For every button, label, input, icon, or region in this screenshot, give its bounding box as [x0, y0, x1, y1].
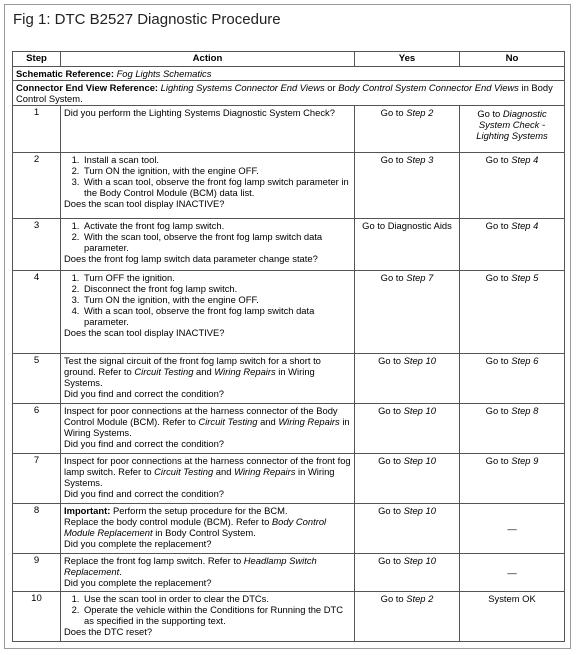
- reference-link: Circuit Testing: [134, 366, 194, 377]
- table-row: [13, 354, 565, 404]
- action-cell: [61, 404, 355, 454]
- reference-link: Headlamp Switch Replacement: [64, 555, 317, 577]
- table-row: [13, 504, 565, 554]
- yes-cell: [355, 354, 460, 404]
- instruction-item: 1. Turn OFF the ignition.: [82, 272, 351, 283]
- instruction-text: Test the signal circuit of the front fog lamp switch for a short to ground. Refer to: [64, 355, 321, 377]
- no-text: Go to: [485, 455, 512, 466]
- instruction-item: 4. With a scan tool, observe the front fog lamp switch data parameter.: [82, 305, 351, 327]
- yes-step-ref: Step 10: [403, 555, 436, 566]
- step-number: 10: [13, 592, 61, 642]
- instruction-text: and: [257, 416, 279, 427]
- reference-link: Wiring Repairs: [278, 416, 340, 427]
- action-cell: [61, 106, 355, 153]
- yes-cell: [355, 504, 460, 554]
- step-question: Does the scan tool display INACTIVE?: [64, 327, 225, 338]
- connector-reference-value-2: Body Control System Connector End Views: [338, 82, 519, 93]
- no-text: System OK: [488, 593, 536, 604]
- step-number: 6: [13, 404, 61, 454]
- no-cell: [460, 504, 565, 554]
- no-cell: [460, 271, 565, 354]
- no-cell: [460, 354, 565, 404]
- instruction-text: Inspect for poor connections at the harness connector of the front fog lamp switch. Refer to: [64, 455, 351, 477]
- schematic-reference-value: Fog Lights Schematics: [116, 68, 212, 79]
- yes-text: Go to: [378, 455, 404, 466]
- reference-link: Body Control Module Replacement: [64, 516, 327, 538]
- no-text: Go to: [485, 272, 512, 283]
- header-yes: Yes: [355, 52, 460, 67]
- step-number: 7: [13, 454, 61, 504]
- instruction-item: 1. Use the scan tool in order to clear the DTCs.: [82, 593, 351, 604]
- no-text: Go to: [485, 154, 512, 165]
- no-cell: [460, 592, 565, 642]
- instruction-text: Replace the front fog lamp switch. Refer to: [64, 555, 244, 566]
- table-row: [13, 219, 565, 271]
- yes-text: Go to: [380, 272, 407, 283]
- no-step-ref: Step 8: [511, 405, 539, 416]
- no-text: Go to: [477, 108, 503, 119]
- table-row: [13, 404, 565, 454]
- yes-step-ref: Step 3: [406, 154, 434, 165]
- no-cell: [460, 153, 565, 219]
- yes-cell: [355, 554, 460, 592]
- yes-cell: [355, 153, 460, 219]
- header-row: [13, 52, 565, 67]
- action-cell: [61, 592, 355, 642]
- step-number: 8: [13, 504, 61, 554]
- yes-text: Go to: [378, 505, 404, 516]
- figure-title: Fig 1: DTC B2527 Diagnostic Procedure: [13, 11, 281, 28]
- no-step-ref: Diagnostic System Check - Lighting Systems: [476, 108, 548, 141]
- yes-text: Go to Diagnostic Aids: [362, 220, 452, 231]
- no-text: —: [507, 523, 517, 534]
- action-cell: [61, 219, 355, 271]
- yes-step-ref: Step 10: [403, 405, 436, 416]
- no-step-ref: Step 4: [511, 154, 539, 165]
- instruction-text: in Wiring Systems.: [64, 466, 335, 488]
- instruction-item: 2. Disconnect the front fog lamp switch.: [82, 283, 351, 294]
- header-step: Step: [13, 52, 61, 67]
- no-text: Go to: [485, 220, 512, 231]
- reference-link: Circuit Testing: [198, 416, 258, 427]
- reference-link: Circuit Testing: [154, 466, 214, 477]
- no-step-ref: Step 6: [511, 355, 539, 366]
- instruction-text: Inspect for poor connections at the harness connector of the Body Control Module (BCM). Refer to: [64, 405, 338, 427]
- yes-step-ref: Step 2: [406, 593, 434, 604]
- yes-cell: [355, 592, 460, 642]
- no-step-ref: Step 4: [511, 220, 539, 231]
- header-no: No: [460, 52, 565, 67]
- no-text: Go to: [485, 405, 512, 416]
- connector-reference-or: or: [327, 82, 336, 93]
- table-row: [13, 592, 565, 642]
- step-question: Did you complete the replacement?: [64, 577, 212, 588]
- no-text: —: [507, 567, 517, 578]
- no-step-ref: Step 5: [511, 272, 539, 283]
- action-cell: [61, 153, 355, 219]
- reference-link: Wiring Repairs: [234, 466, 296, 477]
- instruction-item: 2. With the scan tool, observe the front fog lamp switch data parameter.: [82, 231, 351, 253]
- connector-reference-label: Connector End View Reference:: [16, 82, 159, 93]
- action-cell: [61, 454, 355, 504]
- yes-cell: [355, 219, 460, 271]
- yes-cell: [355, 404, 460, 454]
- no-cell: [460, 454, 565, 504]
- step-number: 1: [13, 106, 61, 153]
- no-cell: [460, 106, 565, 153]
- action-cell: [61, 271, 355, 354]
- no-text: Go to: [485, 355, 512, 366]
- step-instructions: [64, 593, 351, 626]
- step-question: Did you complete the replacement?: [64, 538, 212, 549]
- yes-cell: [355, 454, 460, 504]
- instruction-item: 1. Activate the front fog lamp switch.: [82, 220, 351, 231]
- diagnostic-table: [12, 51, 565, 642]
- header-action: Action: [61, 52, 355, 67]
- yes-text: Go to: [378, 355, 404, 366]
- connector-reference-value-1: Lighting Systems Connector End Views: [160, 82, 325, 93]
- step-instructions: [64, 272, 351, 327]
- instruction-text: .: [119, 566, 122, 577]
- step-question: Did you find and correct the condition?: [64, 488, 224, 499]
- no-step-ref: Step 9: [511, 455, 539, 466]
- instruction-item: 1. Install a scan tool.: [82, 154, 351, 165]
- table-row: [13, 454, 565, 504]
- step-number: 5: [13, 354, 61, 404]
- no-cell: [460, 219, 565, 271]
- yes-step-ref: Step 7: [406, 272, 434, 283]
- step-question: Does the front fog lamp switch data parameter change state?: [64, 253, 318, 264]
- yes-step-ref: Step 10: [403, 355, 436, 366]
- table-row: [13, 153, 565, 219]
- step-number: 3: [13, 219, 61, 271]
- important-label: Important:: [64, 505, 111, 516]
- yes-step-ref: Step 10: [403, 455, 436, 466]
- important-text: Perform the setup procedure for the BCM.: [110, 505, 288, 516]
- instruction-text: in Wiring Systems.: [64, 416, 350, 438]
- instruction-text: and: [193, 366, 215, 377]
- step-number: 2: [13, 153, 61, 219]
- connector-reference-row: [13, 81, 565, 106]
- instruction-text: in Body Control System.: [152, 527, 256, 538]
- instruction-item: 2. Turn ON the ignition, with the engine OFF.: [82, 165, 351, 176]
- yes-cell: [355, 271, 460, 354]
- instruction-item: 3. With a scan tool, observe the front fog lamp switch parameter in the Body Control Module (BCM) data list.: [82, 176, 351, 198]
- step-number: 4: [13, 271, 61, 354]
- instruction-item: 2. Operate the vehicle within the Conditions for Running the DTC as specified in the supporting text.: [82, 604, 351, 626]
- schematic-reference-label: Schematic Reference:: [16, 68, 114, 79]
- no-cell: [460, 554, 565, 592]
- instruction-text: in Wiring Systems.: [64, 366, 315, 388]
- table-row: [13, 554, 565, 592]
- instruction-item: 3. Turn ON the ignition, with the engine OFF.: [82, 294, 351, 305]
- step-question: Does the DTC reset?: [64, 626, 153, 637]
- yes-step-ref: Step 2: [406, 107, 434, 118]
- yes-text: Go to: [380, 593, 407, 604]
- yes-text: Go to: [378, 405, 404, 416]
- instruction-text: Replace the body control module (BCM). Refer to: [64, 516, 272, 527]
- step-question: Does the scan tool display INACTIVE?: [64, 198, 225, 209]
- step-question: Did you find and correct the condition?: [64, 388, 224, 399]
- step-question: Did you perform the Lighting Systems Diagnostic System Check?: [64, 107, 335, 118]
- yes-cell: [355, 106, 460, 153]
- table-row: [13, 271, 565, 354]
- step-number: 9: [13, 554, 61, 592]
- table-row: [13, 106, 565, 153]
- no-cell: [460, 404, 565, 454]
- yes-text: Go to: [378, 555, 404, 566]
- action-cell: [61, 554, 355, 592]
- instruction-text: and: [213, 466, 235, 477]
- yes-text: Go to: [380, 154, 407, 165]
- step-question: Did you find and correct the condition?: [64, 438, 224, 449]
- yes-text: Go to: [380, 107, 407, 118]
- action-cell: [61, 354, 355, 404]
- schematic-reference-row: [13, 67, 565, 81]
- connector-reference-tail: in Body Control System.: [16, 82, 553, 104]
- yes-step-ref: Step 10: [403, 505, 436, 516]
- reference-link: Wiring Repairs: [214, 366, 276, 377]
- action-cell: [61, 504, 355, 554]
- step-instructions: [64, 220, 351, 253]
- step-instructions: [64, 154, 351, 198]
